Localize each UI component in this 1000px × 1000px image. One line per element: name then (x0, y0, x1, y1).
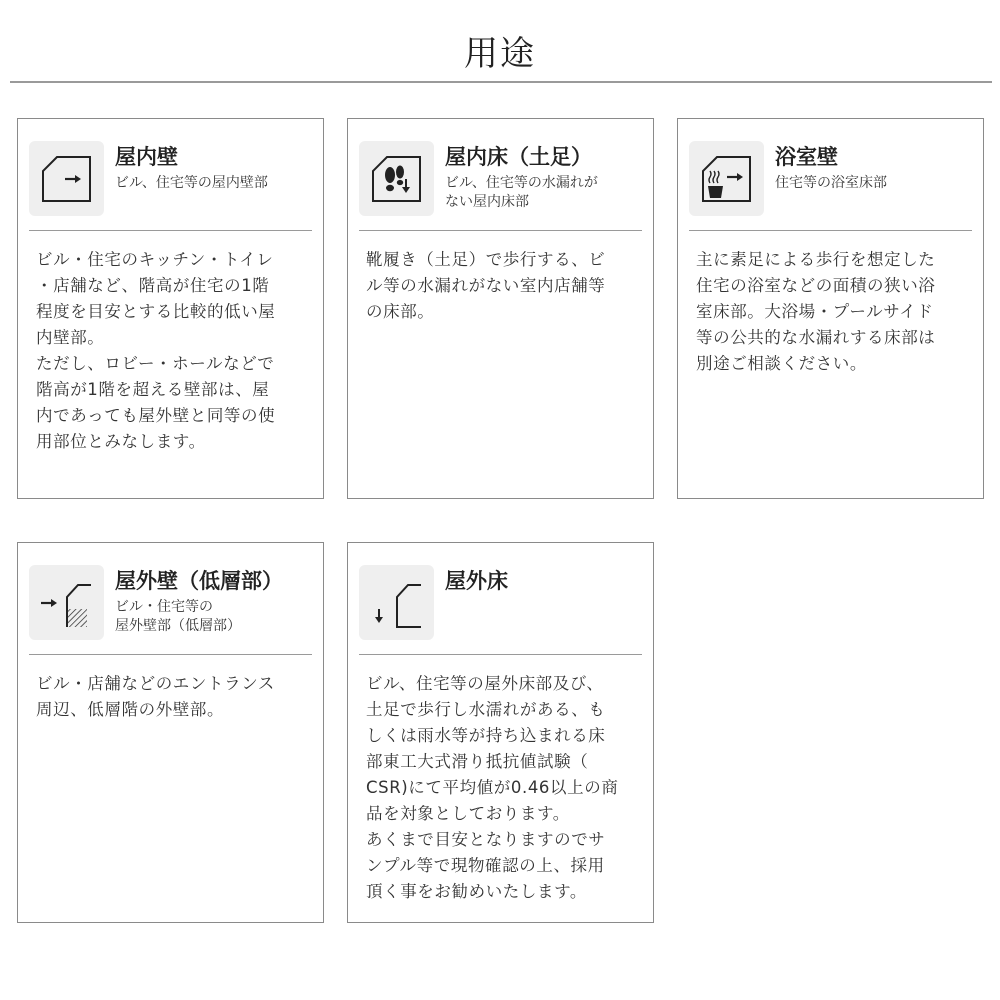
card-divider (29, 230, 312, 231)
card-indoor-wall (17, 118, 324, 499)
card-description: ビル・店舗などのエントランス 周辺、低層階の外壁部。 (36, 674, 275, 719)
bathroom-wall-icon (689, 141, 764, 216)
card-subtitle: ビル、住宅等の屋内壁部 (115, 175, 268, 191)
card-description: ビル・住宅のキッチン・トイレ ・店舗など、階高が住宅の1階 程度を目安とする比較的低い屋 内壁部。 ただし、ロビー・ホールなどで 階高が1階を超える壁部は、屋 内であっても屋外壁と同等の使 用部位とみなします。 (36, 250, 276, 451)
card-title: 屋内壁 (115, 145, 178, 169)
card-outdoor-wall-low (17, 542, 324, 923)
card-outdoor-floor (347, 542, 654, 923)
card-indoor-floor (347, 118, 654, 499)
card-title: 屋内床（土足） (445, 145, 592, 169)
card-divider (689, 230, 972, 231)
card-title: 浴室壁 (775, 145, 838, 169)
indoor-wall-icon (29, 141, 104, 216)
card-description: 靴履き（土足）で歩行する、ビ ル等の水漏れがない室内店舗等 の床部。 (366, 250, 606, 321)
title-divider (10, 81, 992, 83)
card-description: ビル、住宅等の屋外床部及び、 土足で歩行し水濡れがある、も しくは雨水等が持ち込まれる床 部東工大式滑り抵抗値試験（ CSR)にて平均値が0.46以上の商 品を対象としております。 あくまで目安となりますのでサ ンプル等で現物確認の上、採用 頂く事をお勧めいたします。 (366, 674, 619, 901)
card-title: 屋外壁（低層部） (115, 569, 283, 593)
outdoor-floor-icon (359, 565, 434, 640)
outdoor-wall-low-icon (29, 565, 104, 640)
card-title: 屋外床 (445, 569, 508, 593)
page-title: 用途 (464, 34, 536, 74)
indoor-floor-shoes-icon (359, 141, 434, 216)
card-description: 主に素足による歩行を想定した 住宅の浴室などの面積の狭い浴 室床部。大浴場・プールサイド 等の公共的な水漏れする床部は 別途ご相談ください。 (696, 250, 936, 373)
card-divider (359, 654, 642, 655)
card-divider (29, 654, 312, 655)
card-divider (359, 230, 642, 231)
card-subtitle: ビル・住宅等の 屋外壁部（低層部） (115, 599, 241, 634)
card-bathroom-wall (677, 118, 984, 499)
card-subtitle: 住宅等の浴室床部 (775, 175, 887, 191)
card-subtitle: ビル、住宅等の水漏れが ない屋内床部 (445, 175, 598, 210)
